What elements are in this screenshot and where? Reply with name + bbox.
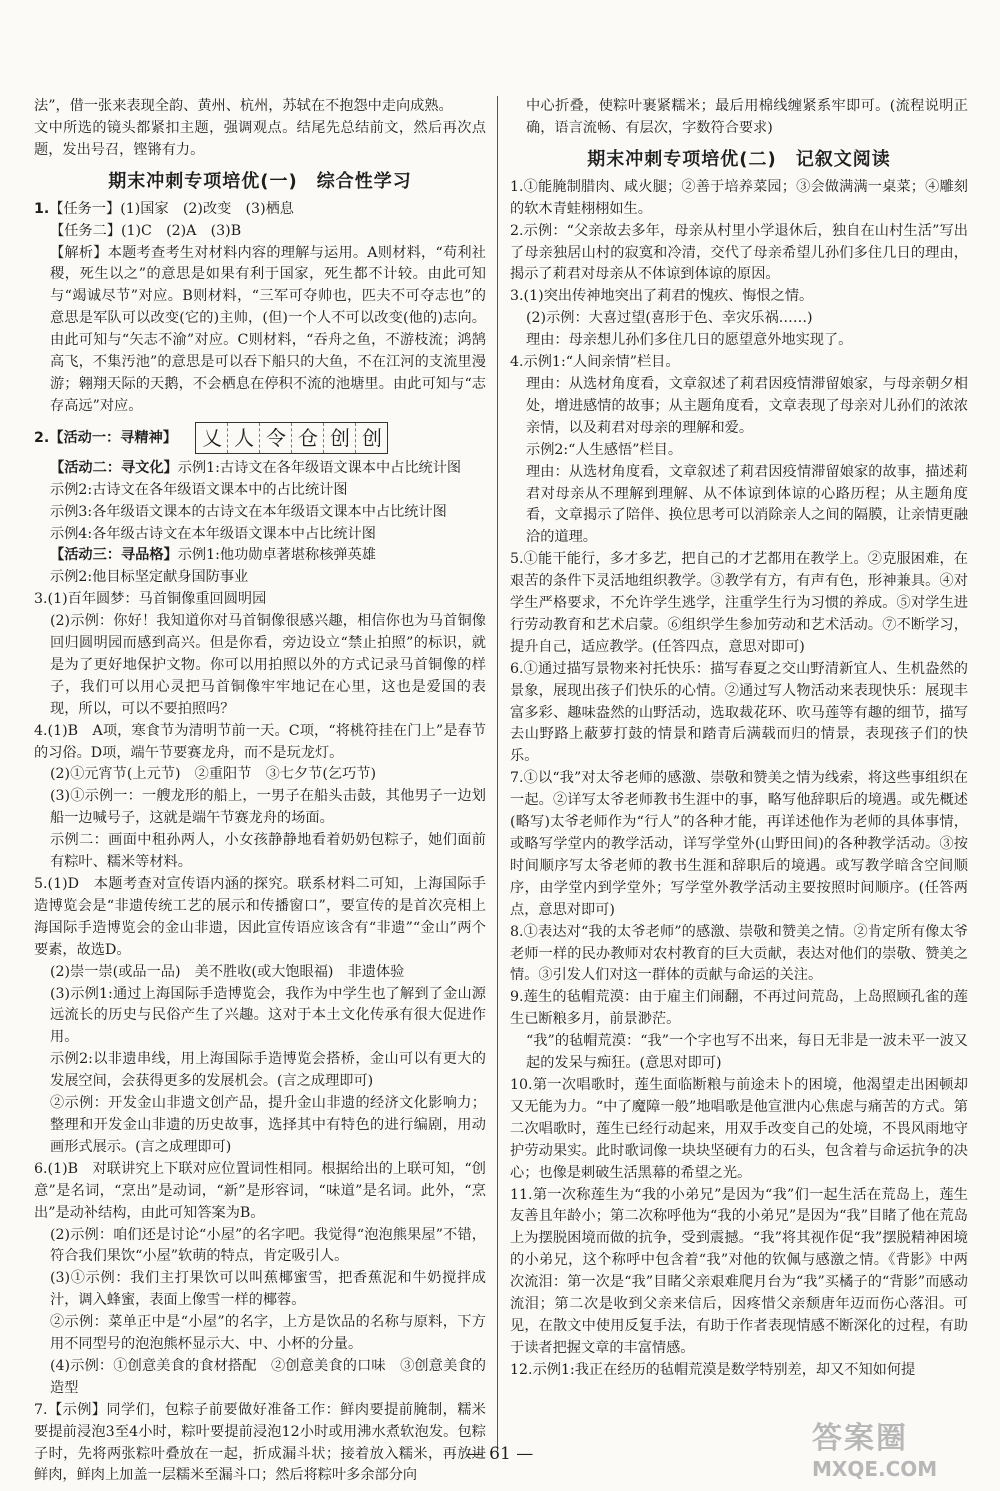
intro-text: 中心折叠，使粽叶裹紧糯米；最后用棉线缠紧系牢即可。(流程说明正确，语言流畅、有层次，字数符合要求) [526, 98, 968, 136]
answer-item: 3.(1)百年圆梦：马首铜像重回圆明园 [34, 591, 267, 608]
answer-item: 示例4:各年级古诗文在本年级语文课本中占比统计图 [50, 525, 376, 542]
answer-item [34, 199, 486, 221]
character-grid [195, 422, 388, 454]
answer-item: 1.①能腌制腊肉、咸火腿；②善于培养菜园；③会做满满一桌菜；④雕刻的软木青蛙栩栩如生。 [510, 178, 968, 217]
answer-text: 【任务一】(1)国家 (2)改变 (3)栖息 [49, 200, 294, 217]
answer-item: ②示例：菜单正中是“小屋”的名字，上方是饮品的名称与原料，下方用不同型号的泡泡熊杯显示大、中、小杯的分量。 [50, 1314, 486, 1353]
answer-item: 6.①通过描写景物来衬托快乐：描写春夏之交山野清新宜人、生机盎然的景象，展现出孩子们快乐的心情。②通过写人物活动来表现快乐：展现丰富多彩、趣味盎然的山野活动，选取裁花环、吹马莲等有趣的细节，描写去山野路上蔽萝打鼓的情景和踏青后满载而归的情景，表现孩子们的快乐。 [510, 660, 968, 765]
answer-item: 示例二：画面中租孙两人，小女孩静静地看着奶奶包粽子，她们面前有粽叶、糯米等材料。 [50, 832, 486, 871]
activity-label: 【活动一：寻精神】 [49, 429, 177, 446]
answer-text: 示例1:他功勋卓著堪称核弹英雄 [177, 547, 376, 564]
answer-item: 5.①能干能行，多才多艺，把自己的才艺都用在教学上。②克服困难，在艰苦的条件下灵活地组织教学。③教学有方，有声有色，形神兼具。④对学生严格要求，不允许学生逃学，注重学生行为习惯的养成。⑤对学生进行劳动教育和艺术启蒙。⑥组织学生参加劳动和艺术活动。⑦不断学习，提升自己，适应教学。(任答四点，意思对即可) [510, 551, 968, 655]
answer-item: (2)示例：大喜过望(喜形于色、幸灾乐祸……) [526, 310, 813, 327]
answer-item: 示例2:古诗文在各年级语文课本中的占比统计图 [50, 481, 348, 498]
section-heading: 期末冲刺专项培优(一) 综合性学习 [108, 170, 412, 192]
column-divider [497, 96, 498, 1451]
answer-item: 3.(1)突出传神地突出了莉君的愧疚、悔恨之情。 [510, 288, 814, 305]
answer-item: 6.(1)B 对联讲究上下联对应位置词性相同。根据给出的上联可知，“创意”是名词，“烹出”是动词，“新”是形容词，“味道”是名词。此外，“烹出”是动补结构，由此可知答案为B。 [34, 1160, 486, 1221]
answer-item: 8.①表达对“我的太爷老师”的感激、崇敬和赞美之情。②肯定所有像太爷老师一样的民办教师对农村教育的巨大贡献，表达对他们的崇敬、赞美之情。③引发人们对这一群体的贡献与命运的关注。 [510, 923, 968, 984]
answer-item: 示例2:“人生感悟”栏目。 [526, 441, 683, 458]
answer-item: 理由：母亲想儿孙们多住几日的愿望意外地实现了。 [526, 332, 853, 349]
activity-label: 【活动三：寻品格】 [50, 547, 178, 564]
answer-item: 理由：从选材角度看，文章叙述了莉君因疫情滞留娘家，与母亲朝夕相处，增进感情的故事；从主题角度看，文章表现了母亲对儿孙们的浓浓亲情，以及莉君对母亲的理解和爱。 [526, 375, 968, 436]
character-cell: 人 [228, 423, 260, 453]
answer-item [34, 458, 486, 480]
answer-item: (3)①示例：我们主打果饮可以叫蕉椰蜜雪，把香蕉泥和牛奶搅拌成汁，调入蜂蜜，表面上像雪一样的椰蓉。 [50, 1270, 486, 1309]
character-cell: 创 [324, 423, 356, 453]
answer-item [34, 422, 486, 454]
answer-item: (3)①示例一：一艘龙形的船上，一男子在船头击鼓，其他男子一边划船一边喊号子，这就是端午节赛龙舟的场面。 [50, 788, 486, 827]
answer-item: 7.【示例】同学们，包粽子前要做好准备工作：鲜肉要提前腌制，糯米要提前浸泡3至4小时，粽叶要提前浸泡12小时或用沸水煮软泡发。包粽子时，先将两张粽叶叠放在一起，折成漏斗状；接着放入糯米，再放进鲜肉，鲜肉上加盖一层糯米至漏斗口；然后将粽叶多余部分向 [34, 1401, 486, 1484]
answer-item: 7.①以“我”对太爷老师的感激、崇敬和赞美之情为线索，将这些事组织在一起。②详写太爷老师教书生涯中的事，略写他辞职后的境遇。或先概述(略写)太爷老师作为“行人”的各种才能，再详述他作为老师的具体事情，或略写学堂内的教学活动，详写学堂外(山野田间)的各种教学活动。③按时间顺序写太爷老师的教书生涯和辞职后的境遇。或写教学暗含空间顺序，由学堂内到学堂外；写学堂外教学活动主要按照时间顺序。(任答两点，意思对即可) [510, 770, 968, 918]
answer-item: 4.(1)B A项，寒食节为清明节前一天。C项，“将桃符挂在门上”是春节的习俗。D项，端午节要赛龙舟，而不是玩龙灯。 [34, 722, 486, 761]
intro-text: 文中所选的镜头都紧扣主题，强调观点。结尾先总结前文，然后再次点题，发出号召，铿锵有力。 [34, 119, 486, 158]
answer-item: (2)示例：咱们还是讨论“小屋”的名字吧。我觉得“泡泡熊果屋”不错，符合我们果饮“小屋”软萌的特点，肯定吸引人。 [50, 1226, 486, 1265]
watermark-url: MXQE.COM [812, 1457, 938, 1481]
question-number: 2. [34, 429, 50, 446]
page-number: — 61 — [466, 1444, 534, 1464]
watermark-title: 答案圈 [812, 1421, 908, 1456]
answer-item: ②示例：开发金山非遗文创产品，提升金山非遗的经济文化影响力；整理和开发金山非遗的历史故事，选择其中有特色的进行编剧，用动画形式展示。(言之成理即可) [50, 1095, 486, 1155]
answer-item: 4.示例1:“人间亲情”栏目。 [510, 354, 680, 371]
analysis-text: 【解析】本题考查考生对材料内容的理解与运用。A则材料，“苟利社稷，死生以之”的意思是如果有利于国家，死生都不计较。由此可知与“竭诚尽节”对应。B则材料，“三军可夺帅也，匹夫不可夺志也”的意思是军队可以改变(它的)主帅，(但)一个人不可以改变(他的)志向。由此可知与“矢志不渝”对应。C则材料，“吞舟之鱼，不游枝流；鸿鹄高飞，不集汚池”的意思是可以吞下船只的大鱼，不在江河的支流里漫游；翱翔天际的天鹅，不会栖息在停积不流的池塘里。由此可知与“志存高远”对应。 [50, 244, 486, 414]
answer-item: (3)示例1:通过上海国际手造博览会，我作为中学生也了解到了金山源远流长的历史与民俗产生了兴趣。这对于本土文化传承有很大促进作用。 [50, 985, 486, 1046]
answer-item: 2.示例：“父亲故去多年，母亲从村里小学退休后，独自在山村生活”写出了母亲独居山村的寂寞和冷清，交代了母亲希望儿孙们多住几日的理由，揭示了莉君对母亲从不体谅到体谅的原因。 [510, 222, 968, 283]
answer-item: (2)示例：你好！我知道你对马首铜像很感兴趣，相信你也为马首铜像回归圆明园而感到高兴。但是你看，旁边设立“禁止拍照”的标识，就是为了更好地保护文物。你可以用拍照以外的方式记录马首铜像的样子，我们可以用心灵把马首铜像牢牢地记在心里，这也是爱国的表现，所以，可以不要拍照吗？ [50, 613, 486, 717]
answer-item: (2)①元宵节(上元节) ②重阳节 ③七夕节(乞巧节) [50, 766, 376, 783]
answer-item: 11.第一次称莲生为“我的小弟兄”是因为“我”们一起生活在荒岛上，莲生友善且年龄小；第二次称呼他为“我的小弟兄”是因为“我”目睹了他在荒岛上为摆脱困境而做的抗争，受到震撼。“我”将其视作促“我”摆脱精神困境的小弟兄，这个称呼中包含着“我”对他的钦佩与感激之情。《背影》中两次流泪：第一次是“我”目睹父亲艰难爬月台为“我”买橘子的“背影”而感动流泪；第二次是收到父亲来信后，因疼惜父亲颓唐年迈而伤心落泪。可见，在散文中使用反复手法，有助于作者表现情感不断深化的过程，有助于读者把握文章的丰富情感。 [510, 1186, 968, 1356]
answer-item: 【任务二】(1)C (2)A (3)B [50, 222, 242, 239]
answer-item: “我”的毡帽荒漠：“我”一个字也写不出来，每日无非是一波未平一波又起的发呆与痴狂。(意思对即可) [526, 1033, 968, 1072]
character-cell: 创 [361, 425, 382, 450]
character-cell: 令 [260, 423, 292, 453]
answer-item: (4)示例：①创意美食的食材搭配 ②创意美食的口味 ③创意美食的造型 [50, 1357, 486, 1396]
answer-item: 12.示例1:我正在经历的毡帽荒漠是数学特别差，却又不知如何提 [510, 1361, 916, 1378]
answer-item: 示例3:各年级语文课本的古诗文在本年级语文课本中占比统计图 [50, 503, 447, 520]
answer-item: 5.(1)D 本题考查对宣传语内涵的探究。联系材料二可知，上海国际手造博览会是“非遗传统工艺的展示和传播窗口”，要宣传的是首次亮相上海国际手造博览会的金山非遗，因此宣传语应该含有“非遗”“金山”两个要素，故选D。 [34, 876, 486, 958]
character-cell: 乂 [196, 423, 228, 453]
left-column [34, 96, 486, 1487]
right-column [510, 96, 968, 1382]
answer-item [34, 545, 486, 567]
character-cell: 仓 [292, 423, 324, 453]
answer-item: 示例2:以非遗串线，用上海国际手造博览会搭桥，金山可以有更大的发展空间，会获得更多的发展机会。(言之成理即可) [50, 1051, 486, 1090]
answer-item: (2)崇一崇(或品一品) 美不胜收(或大饱眼福) 非遗体验 [50, 963, 405, 980]
intro-text: 法”，借一张来表现全韵、黄州、杭州，苏轼在不抱怨中走向成熟。 [34, 98, 453, 114]
question-number: 1. [34, 200, 50, 217]
answer-item: 10.第一次唱歌时，莲生面临断粮与前途未卜的困境，他渴望走出困顿却又无能为力。“中了魔障一般”地唱歌是他宣泄内心焦虑与痛苦的方式。第二次唱歌时，莲生已经行动起来，用双手改变自己的处境，不畏风雨地守护劳动果实。此时歌词像一块块坚硬有力的石头，包含着与命运抗争的决心；也像是刺破生活黑幕的希望之光。 [510, 1076, 968, 1181]
watermark-logo [812, 1413, 984, 1485]
answer-text: 示例1:古诗文在各年级语文课本中占比统计图 [177, 459, 462, 476]
section-heading: 期末冲刺专项培优(二) 记叙文阅读 [587, 148, 891, 170]
answer-item: 理由：从选材角度看，文章叙述了莉君因疫情滞留娘家的故事，描述莉君对母亲从不理解到理解、从不体谅到体谅的心路历程；从主题角度看，文章揭示了陪伴、换位思考可以消除亲人之间的隔膜，让亲情更融洽的道理。 [526, 463, 968, 546]
answer-item: 示例2:他目标坚定献身国防事业 [50, 569, 249, 586]
answer-item: 9.莲生的毡帽荒漠：由于雇主们闹翻，不再过问荒岛，上岛照顾孔雀的莲生已断粮多月，前景渺茫。 [510, 989, 968, 1028]
activity-label: 【活动二：寻文化】 [50, 459, 178, 476]
